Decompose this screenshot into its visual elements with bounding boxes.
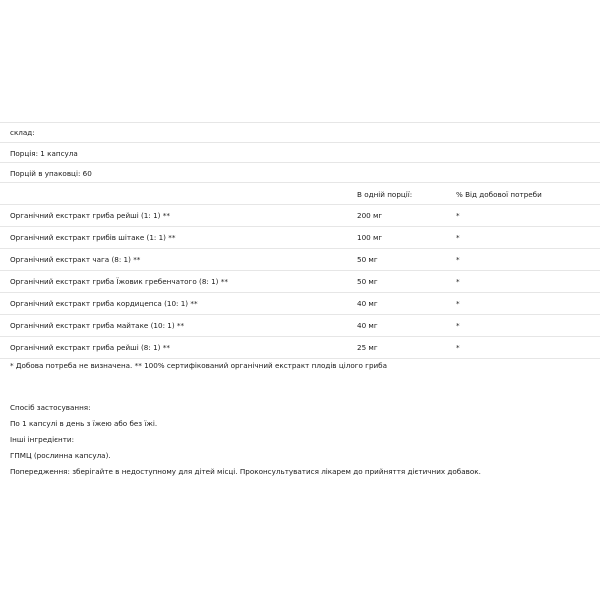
usage-heading: Спосіб застосування:	[10, 403, 91, 412]
usage-text: По 1 капсулі в день з їжею або без їжі.	[10, 419, 158, 428]
ingredient-name: Органічний екстракт гриба Їжовик гребенчатого (8: 1) **	[10, 277, 228, 286]
table-row	[0, 226, 600, 249]
table-header-row	[0, 182, 600, 205]
other-ingredients-heading: Інші інгредієнти:	[10, 435, 75, 444]
ingredient-amount: 40 мг	[357, 321, 378, 330]
ingredient-daily-value: *	[456, 211, 460, 220]
ingredient-name: Органічний екстракт гриба кордицепса (10: 1) **	[10, 299, 198, 308]
ingredient-daily-value: *	[456, 233, 460, 242]
ingredient-daily-value: *	[456, 321, 460, 330]
composition-row	[0, 122, 600, 143]
ingredient-daily-value: *	[456, 277, 460, 286]
table-row	[0, 336, 600, 359]
ingredient-name: Органічний екстракт гриба рейші (1: 1) **	[10, 211, 170, 220]
table-row	[0, 204, 600, 227]
ingredient-amount: 50 мг	[357, 277, 378, 286]
warning-text: Попередження: зберігайте в недоступному для дітей місці. Проконсультуватися лікарем до прийняття дієтичних добавок.	[10, 467, 481, 476]
serving-size-row	[0, 142, 600, 163]
ingredient-name: Органічний екстракт грибів шітаке (1: 1) **	[10, 233, 176, 242]
footnote: * Добова потреба не визначена. ** 100% сертифікований органічний екстракт плодів цілого гриба	[10, 361, 388, 370]
ingredient-amount: 25 мг	[357, 343, 378, 352]
ingredient-daily-value: *	[456, 299, 460, 308]
composition-label: склад:	[10, 128, 35, 137]
table-row	[0, 314, 600, 337]
ingredient-amount: 200 мг	[357, 211, 383, 220]
ingredient-daily-value: *	[456, 343, 460, 352]
header-per-serving: В одній порції:	[357, 190, 413, 199]
servings-per-container-row	[0, 162, 600, 183]
ingredient-name: Органічний екстракт гриба рейші (8: 1) **	[10, 343, 170, 352]
ingredient-amount: 40 мг	[357, 299, 378, 308]
header-daily-value: % Від добової потреби	[456, 190, 542, 199]
ingredient-amount: 50 мг	[357, 255, 378, 264]
table-row	[0, 270, 600, 293]
ingredient-name: Органічний екстракт чага (8: 1) **	[10, 255, 141, 264]
ingredient-daily-value: *	[456, 255, 460, 264]
ingredient-name: Органічний екстракт гриба майтаке (10: 1) **	[10, 321, 185, 330]
table-row	[0, 292, 600, 315]
other-ingredients-text: ГПМЦ (рослинна капсула).	[10, 451, 111, 460]
servings-per-container: Порцій в упаковці: 60	[10, 169, 92, 178]
serving-size: Порція: 1 капсула	[10, 149, 78, 158]
ingredient-amount: 100 мг	[357, 233, 383, 242]
table-row	[0, 248, 600, 271]
